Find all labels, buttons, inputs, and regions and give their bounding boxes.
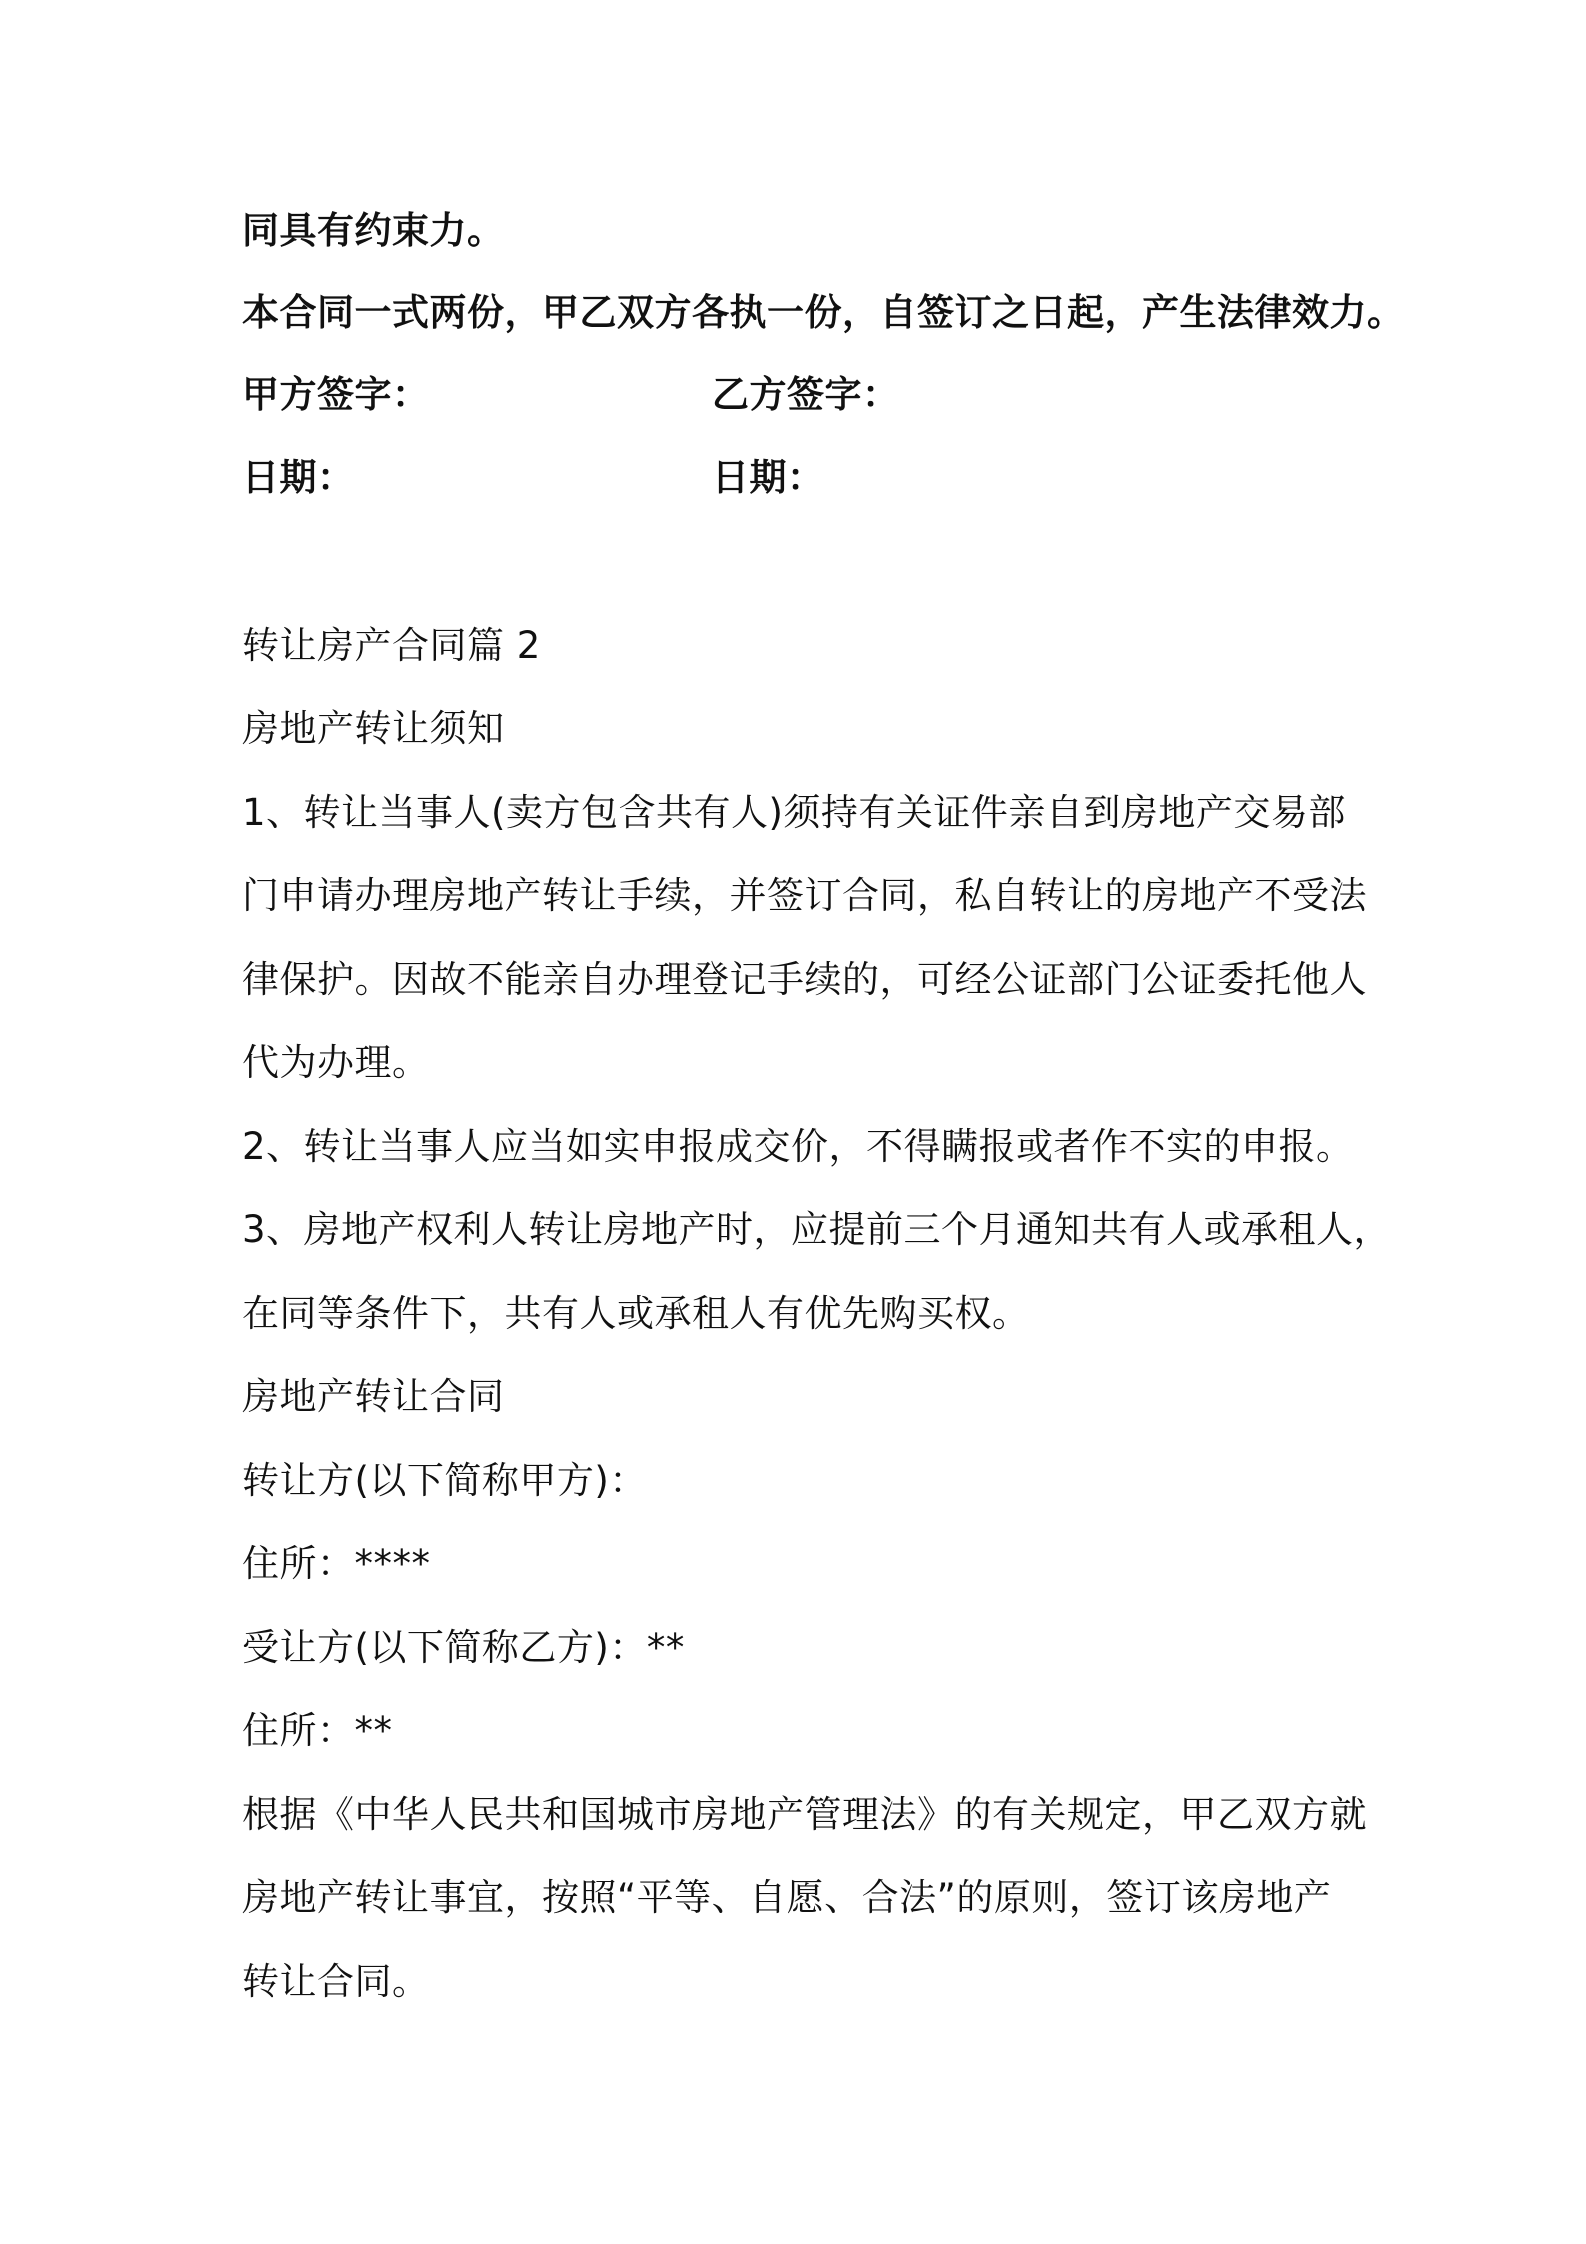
- notice-line: 3、房地产权利人转让房地产时，应提前三个月通知共有人或承租人，: [242, 1208, 1392, 1251]
- notice-line: 1、转让当事人(卖方包含共有人)须持有关证件亲自到房地产交易部: [242, 791, 1346, 834]
- party-b-signature-label: 乙方签字：: [712, 373, 900, 416]
- transferor-address: 住所：****: [242, 1542, 431, 1585]
- notice-line: 2、转让当事人应当如实申报成交价，不得瞒报或者作不实的申报。: [242, 1125, 1354, 1168]
- copies-clause: 本合同一式两份，甲乙双方各执一份，自签订之日起，产生法律效力。: [242, 291, 1405, 334]
- notice-line: 在同等条件下，共有人或承租人有优先购买权。: [242, 1292, 1030, 1335]
- contract-heading: 房地产转让合同: [242, 1375, 505, 1418]
- preamble-line: 根据《中华人民共和国城市房地产管理法》的有关规定，甲乙双方就: [242, 1793, 1367, 1836]
- transferee-address: 住所：**: [242, 1709, 393, 1752]
- continuation-text: 同具有约束力。: [242, 209, 505, 252]
- section-title: 转让房产合同篇 2: [242, 624, 541, 667]
- notice-line: 律保护。因故不能亲自办理登记手续的，可经公证部门公证委托他人: [242, 958, 1367, 1001]
- transferor-label: 转让方(以下简称甲方)：: [242, 1459, 647, 1502]
- preamble-line: 房地产转让事宜，按照“平等、自愿、合法”的原则，签订该房地产: [242, 1876, 1332, 1919]
- party-a-date-label: 日期：: [242, 456, 355, 499]
- preamble-line: 转让合同。: [242, 1960, 430, 2003]
- transferee-label: 受让方(以下简称乙方)：**: [242, 1626, 685, 1669]
- notice-line: 代为办理。: [242, 1041, 430, 1084]
- party-b-date-label: 日期：: [712, 456, 825, 499]
- notice-line: 门申请办理房地产转让手续，并签订合同，私自转让的房地产不受法: [242, 874, 1367, 917]
- party-a-signature-label: 甲方签字：: [242, 373, 430, 416]
- notice-heading: 房地产转让须知: [242, 707, 505, 750]
